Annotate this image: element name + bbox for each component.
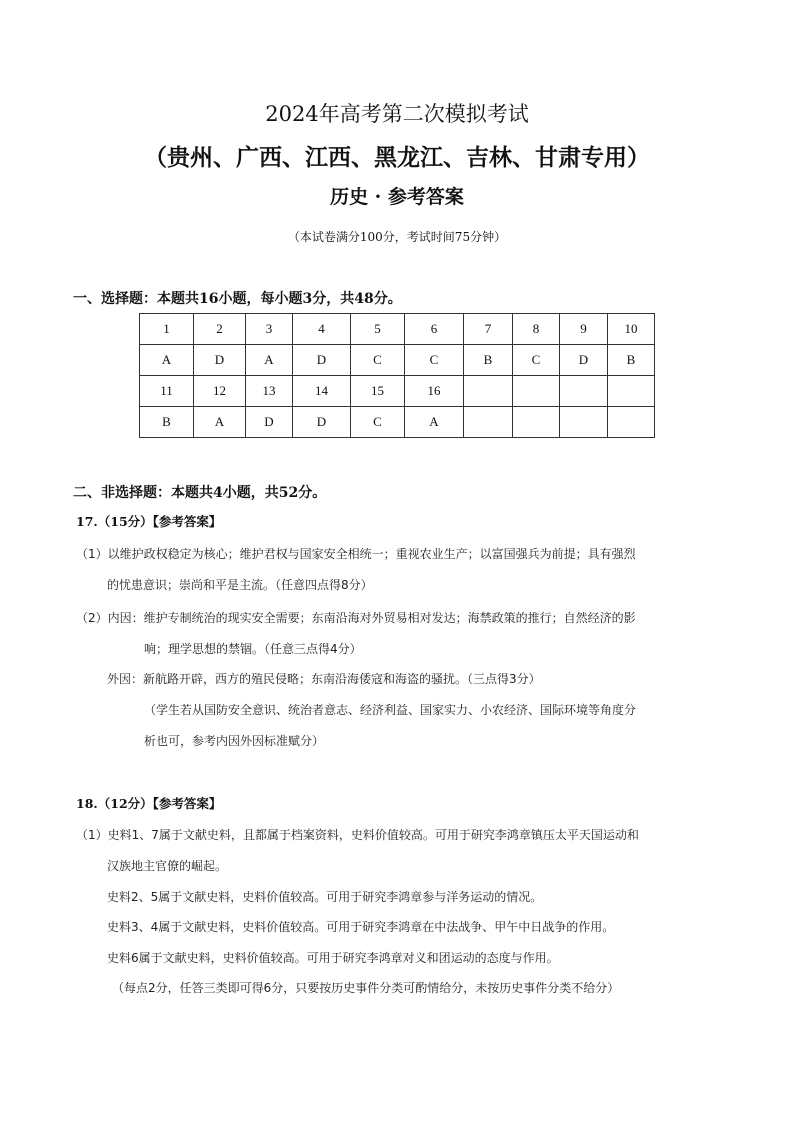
exam-title: 2024年高考第二次模拟考试 xyxy=(265,102,529,126)
exam-note: （本试卷满分100分，考试时间75分钟） xyxy=(287,230,507,244)
table-cell: 16 xyxy=(405,376,464,407)
q18-heading: 18.（12分）【参考答案】 xyxy=(76,796,222,811)
section1-heading: 一、选择题：本题共16小题，每小题3分，共48分。 xyxy=(73,291,402,307)
table-row xyxy=(140,376,655,407)
table-cell xyxy=(560,376,608,407)
table-cell: 9 xyxy=(560,314,608,345)
table-cell: 14 xyxy=(293,376,351,407)
table-cell: C xyxy=(351,345,405,376)
exam-regions: （贵州、广西、江西、黑龙江、吉林、甘肃专用） xyxy=(144,144,650,171)
q18-answer-line: （每点2分，任答三类即可得6分，只要按历史事件分类可酌情给分，未按历史事件分类不给分） xyxy=(112,981,620,995)
table-cell: 3 xyxy=(246,314,293,345)
table-cell: B xyxy=(464,345,513,376)
table-cell xyxy=(513,407,560,438)
q17-answer-line: 外因：新航路开辟，西方的殖民侵略；东南沿海倭寇和海盗的骚扰。（三点得3分） xyxy=(107,672,541,686)
section2-heading: 二、非选择题：本题共4小题，共52分。 xyxy=(73,485,327,501)
q18-answer-line: 史料6属于文献史料，史料价值较高。可用于研究李鸿章对义和团运动的态度与作用。 xyxy=(107,951,559,965)
table-cell: A xyxy=(140,345,194,376)
table-cell xyxy=(513,376,560,407)
table-cell: A xyxy=(246,345,293,376)
table-cell: D xyxy=(246,407,293,438)
table-cell: 4 xyxy=(293,314,351,345)
table-row xyxy=(140,407,655,438)
table-cell: C xyxy=(405,345,464,376)
table-cell: B xyxy=(140,407,194,438)
q17-answer-line: （1）以维护政权稳定为核心；维护君权与国家安全相统一；重视农业生产；以富国强兵为前提；具有强烈 xyxy=(76,547,636,561)
table-cell: 2 xyxy=(194,314,246,345)
table-cell xyxy=(464,407,513,438)
table-row xyxy=(140,345,655,376)
table-row xyxy=(140,314,655,345)
table-cell: 8 xyxy=(513,314,560,345)
table-cell: 5 xyxy=(351,314,405,345)
q17-answer-line: （学生若从国防安全意识、统治者意志、经济利益、国家实力、小农经济、国际环境等角度分 xyxy=(144,703,637,717)
table-cell: B xyxy=(608,345,655,376)
table-cell: C xyxy=(513,345,560,376)
table-cell: D xyxy=(560,345,608,376)
table-cell: 12 xyxy=(194,376,246,407)
table-cell: A xyxy=(194,407,246,438)
answer-table xyxy=(139,313,655,438)
q17-heading: 17.（15分）【参考答案】 xyxy=(76,514,222,529)
q17-answer-line: 响；理学思想的禁锢。（任意三点得4分） xyxy=(144,642,362,656)
table-cell: 13 xyxy=(246,376,293,407)
q17-answer-line: （2）内因：维护专制统治的现实安全需要；东南沿海对外贸易相对发达；海禁政策的推行；自然经济的影 xyxy=(76,611,636,625)
q18-answer-line: 史料2、5属于文献史料，史料价值较高。可用于研究李鸿章参与洋务运动的情况。 xyxy=(107,890,543,904)
table-cell: 15 xyxy=(351,376,405,407)
q18-answer-line: （1）史料1、7属于文献史料，且都属于档案资料，史料价值较高。可用于研究李鸿章镇压太平天国运动和 xyxy=(76,828,639,842)
table-cell: C xyxy=(351,407,405,438)
table-cell xyxy=(464,376,513,407)
table-cell: 11 xyxy=(140,376,194,407)
table-cell: D xyxy=(293,345,351,376)
table-cell: D xyxy=(194,345,246,376)
table-cell: A xyxy=(405,407,464,438)
exam-subject: 历史 · 参考答案 xyxy=(330,186,464,208)
q18-answer-line: 汉族地主官僚的崛起。 xyxy=(107,859,228,873)
table-cell: 7 xyxy=(464,314,513,345)
q17-answer-line: 析也可，参考内因外因标准赋分） xyxy=(144,734,325,748)
table-cell xyxy=(560,407,608,438)
table-cell xyxy=(608,407,655,438)
table-cell: 1 xyxy=(140,314,194,345)
table-cell: 10 xyxy=(608,314,655,345)
table-cell: 6 xyxy=(405,314,464,345)
table-cell: D xyxy=(293,407,351,438)
q18-answer-line: 史料3、4属于文献史料，史料价值较高。可用于研究李鸿章在中法战争、甲午中日战争的作用。 xyxy=(107,920,615,934)
table-cell xyxy=(608,376,655,407)
q17-answer-line: 的忧患意识；崇尚和平是主流。（任意四点得8分） xyxy=(107,578,373,592)
